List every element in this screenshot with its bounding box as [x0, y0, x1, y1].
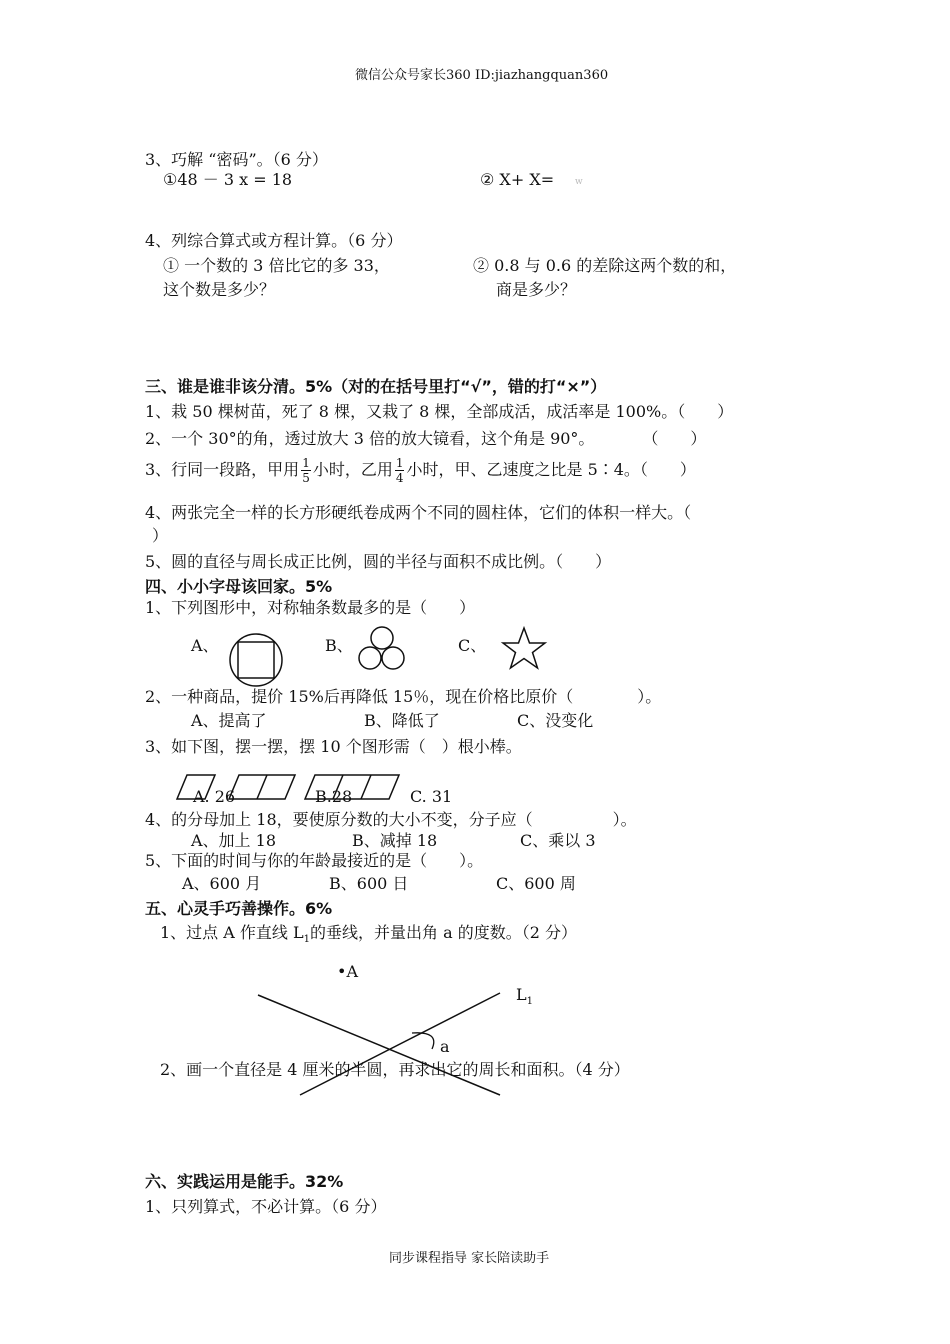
s3-item-3-text-c: 小时，甲、乙速度之比是 5∶4。（ ）: [406, 460, 696, 479]
s5-q2: 2、画一个直径是 4 厘米的半圆，再求出它的周长和面积。（4 分）: [160, 1060, 630, 1079]
line-l-subscript: 1: [526, 996, 533, 1008]
s5-q1: [160, 923, 577, 950]
s5-q1-text-a: 1、过点 A 作直线 L: [160, 923, 304, 942]
s3-item-2: 2、一个 30°的角，透过放大 3 倍的放大镜看，这个角是 90°。 （ ）: [145, 429, 707, 448]
section-3-title: 三、谁是谁非该分清。5%（对的在括号里打“√”，错的打“×”）: [145, 377, 607, 396]
angle-a-label: a: [440, 1037, 450, 1056]
q3-equation-1: ①48 － 3 x = 18: [163, 170, 293, 189]
intersecting-lines-figure: [250, 985, 510, 1100]
s3-item-1: 1、栽 50 棵树苗，死了 8 棵，又栽了 8 棵，全部成活，成活率是 100%。（ ）: [145, 402, 734, 421]
s3-item-3: [145, 451, 696, 489]
faint-mark: w: [575, 177, 583, 187]
fraction-one-fourth: $\frac{1}{4}$: [395, 456, 404, 485]
page-footer: 同步课程指导 家长陪读助手: [389, 1251, 550, 1266]
s4-q2-option-c: C、没变化: [517, 711, 594, 730]
s4-q5-option-c: C、600 周: [496, 874, 576, 893]
s5-q1-text-b: 的垂线，并量出角 a 的度数。（2 分）: [310, 923, 577, 942]
s4-q5: 5、下面的时间与你的年龄最接近的是（ ）。: [145, 851, 484, 870]
s5-q1-subscript: 1: [303, 934, 310, 946]
s4-q1-option-a: A、: [191, 636, 219, 655]
page-header: 微信公众号家长360 ID:jiazhangquan360: [355, 68, 609, 83]
q4-part1-line2: 这个数是多少？: [163, 280, 276, 299]
section-4-title: 四、小小字母该回家。5%: [145, 577, 333, 596]
s4-q4-option-c: C、乘以 3: [520, 831, 596, 850]
s4-q1-option-c: C、: [458, 636, 487, 655]
q4-part2-line2: 商是多少？: [496, 280, 577, 299]
s3-item-5: 5、圆的直径与周长成正比例，圆的半径与面积不成比例。（ ）: [145, 552, 612, 571]
s4-q2-option-a: A、提高了: [191, 711, 267, 730]
fraction-one-fifth: $\frac{1}{5}$: [302, 456, 310, 485]
q4-part1-line1: ① 一个数的 3 倍比它的多 33，: [163, 256, 390, 275]
star-figure: [500, 626, 548, 670]
s3-item-4-close: ）: [152, 526, 169, 545]
s4-q2-option-b: B、降低了: [364, 711, 440, 730]
section-5-title: 五、心灵手巧善操作。6%: [145, 899, 333, 918]
s4-q1: 1、下列图形中，对称轴条数最多的是（ ）: [145, 598, 476, 617]
q4-title: 4、列综合算式或方程计算。（6 分）: [145, 231, 403, 250]
s4-q3: 3、如下图，摆一摆，摆 10 个图形需（ ）根小棒。: [145, 737, 522, 756]
q4-part2-line1: ② 0.8 与 0.6 的差除这两个数的和，: [473, 256, 737, 275]
three-circles-figure: [356, 626, 408, 672]
line-l-letter: L: [516, 985, 527, 1004]
s4-q5-option-b: B、600 日: [329, 874, 409, 893]
s4-q3-option-c: C. 31: [410, 787, 453, 806]
s4-q1-option-b: B、: [325, 636, 353, 655]
s4-q4-option-a: A、加上 18: [191, 831, 277, 850]
s4-q4-option-b: B、减掉 18: [352, 831, 438, 850]
q3-equation-2: ② X+ X=: [480, 170, 555, 189]
s4-q5-option-a: A、600 月: [182, 874, 262, 893]
s3-item-4: 4、两张完全一样的长方形硬纸卷成两个不同的圆柱体，它们的体积一样大。（: [145, 503, 692, 522]
s6-q1: 1、只列算式，不必计算。（6 分）: [145, 1197, 387, 1216]
section-6-title: 六、实践运用是能手。32%: [145, 1172, 344, 1191]
s4-q3-option-a: A. 26: [193, 787, 236, 806]
s3-item-3-text-a: 3、行同一段路，甲用: [145, 460, 300, 479]
s4-q4: 4、的分母加上 18，要使原分数的大小不变，分子应（ ）。: [145, 810, 637, 829]
s4-q2: 2、一种商品，提价 15%后再降低 15％，现在价格比原价（ ）。: [145, 687, 662, 706]
s3-item-3-text-b: 小时，乙用: [312, 460, 393, 479]
circle-square-figure: [228, 632, 284, 688]
s4-q3-option-b: B.28: [315, 787, 353, 806]
point-a-label: •A: [337, 962, 358, 981]
q3-title: 3、巧解 “密码”。（6 分）: [145, 150, 328, 169]
line-l1-label: [516, 985, 533, 1012]
